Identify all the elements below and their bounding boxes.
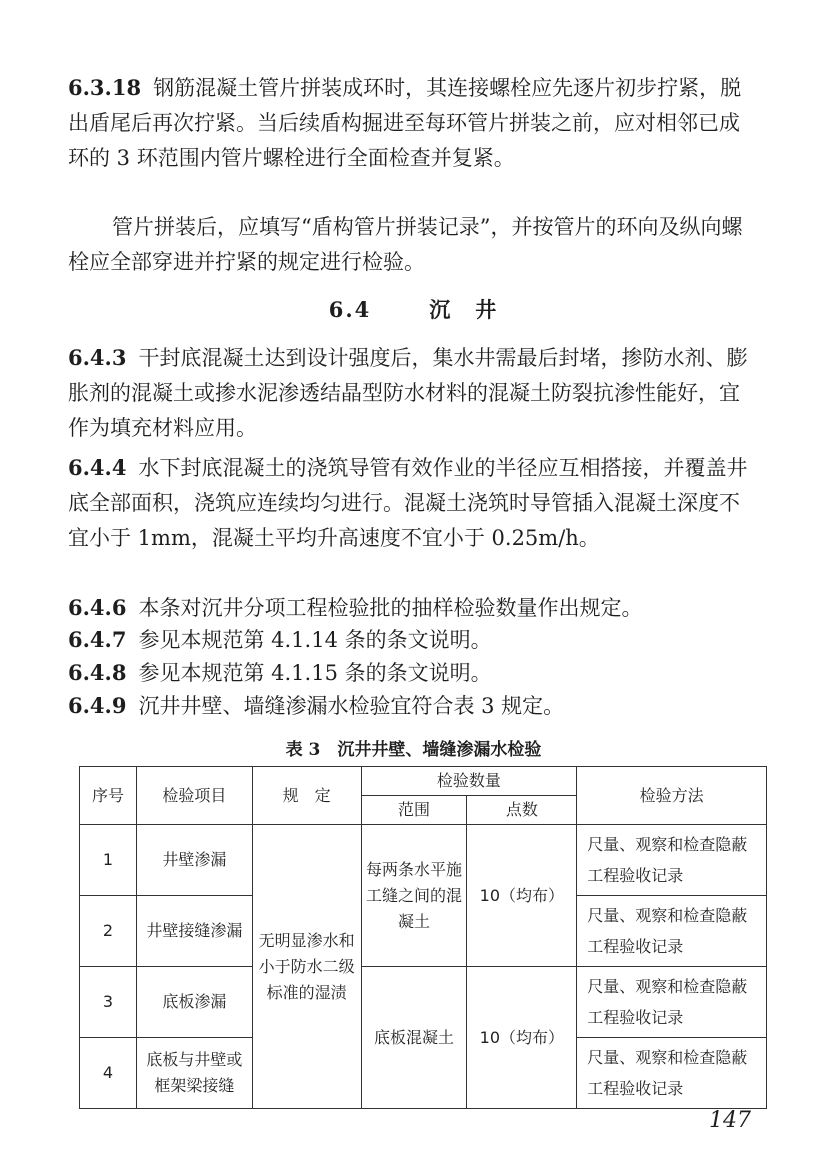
- clause-6-3-18-continuation: 管片拼装后，应填写“盾构管片拼装记录”，并按管片的环向及纵向螺栓应全部穿进并拧紧的规定进行检验。: [68, 215, 743, 274]
- section-number: 6.4: [328, 297, 372, 322]
- clause-6-4-6: [68, 590, 760, 626]
- clause-6-4-3: [68, 340, 760, 446]
- header-points: 点数: [467, 796, 577, 825]
- header-seq: 序号: [80, 767, 137, 825]
- header-item: 检验项目: [136, 767, 252, 825]
- table-header-row: [80, 767, 767, 796]
- clause-text: 沉井井壁、墙缝渗漏水检验宜符合表 3 规定。: [138, 694, 565, 718]
- cell-seq: 1: [80, 825, 137, 896]
- clause-text: 参见本规范第 4.1.15 条的条文说明。: [138, 661, 492, 685]
- table-row: [80, 825, 767, 896]
- cell-item: 底板与井壁或框架梁接缝: [136, 1038, 252, 1109]
- table-row: [80, 967, 767, 1038]
- clause-number: 6.4.3: [68, 345, 127, 370]
- clause-text: 本条对沉井分项工程检验批的抽样检验数量作出规定。: [138, 596, 643, 620]
- clause-6-4-7: [68, 622, 760, 658]
- clause-6-4-9: [68, 688, 760, 724]
- clause-number: 6.3.18: [68, 75, 142, 100]
- clause-number: 6.4.8: [68, 660, 127, 685]
- clause-number: 6.4.4: [68, 455, 127, 480]
- cell-scope: 底板混凝土: [361, 967, 467, 1109]
- cell-method: 尺量、观察和检查隐蔽工程验收记录: [577, 896, 767, 967]
- inspection-table: [79, 766, 767, 1109]
- clause-text: 钢筋混凝土管片拼装成环时，其连接螺栓应先逐片初步拧紧，脱出盾尾后再次拧紧。当后续盾构掘进至每环管片拼装之前，应对相邻已成环的 3 环范围内管片螺栓进行全面检查并复紧。: [68, 76, 742, 170]
- cell-item: 井壁接缝渗漏: [136, 896, 252, 967]
- clause-6-4-4: [68, 450, 760, 556]
- header-scope: 范围: [361, 796, 467, 825]
- cell-seq: 2: [80, 896, 137, 967]
- section-heading: [0, 294, 827, 324]
- clause-6-3-18: [68, 70, 760, 176]
- cell-rule: 无明显渗水和小于防水二级标准的湿渍: [252, 825, 361, 1109]
- header-quantity: 检验数量: [361, 767, 577, 796]
- clause-number: 6.4.7: [68, 627, 127, 652]
- clause-text: 水下封底混凝土的浇筑导管有效作业的半径应互相搭接，并覆盖井底全部面积，浇筑应连续均匀进行。混凝土浇筑时导管插入混凝土深度不宜小于 1mm，混凝土平均升高速度不宜小于 0.25m/h。: [68, 456, 748, 550]
- clause-number: 6.4.6: [68, 595, 127, 620]
- page-number: 147: [709, 1108, 751, 1133]
- cell-item: 井壁渗漏: [136, 825, 252, 896]
- clause-text: 干封底混凝土达到设计强度后，集水井需最后封堵，掺防水剂、膨胀剂的混凝土或掺水泥渗透结晶型防水材料的混凝土防裂抗渗性能好，宜作为填充材料应用。: [68, 346, 748, 440]
- cell-seq: 3: [80, 967, 137, 1038]
- clause-number: 6.4.9: [68, 693, 127, 718]
- header-method: 检验方法: [577, 767, 767, 825]
- header-rule: 规 定: [252, 767, 361, 825]
- clause-6-4-8: [68, 655, 760, 691]
- cell-points: 10（均布）: [467, 825, 577, 967]
- cell-method: 尺量、观察和检查隐蔽工程验收记录: [577, 1038, 767, 1109]
- cell-scope: 每两条水平施工缝之间的混凝土: [361, 825, 467, 967]
- section-title-text: 沉 井: [429, 297, 499, 322]
- clause-text: 参见本规范第 4.1.14 条的条文说明。: [138, 628, 492, 652]
- cell-method: 尺量、观察和检查隐蔽工程验收记录: [577, 825, 767, 896]
- cell-points: 10（均布）: [467, 967, 577, 1109]
- cell-seq: 4: [80, 1038, 137, 1109]
- cell-item: 底板渗漏: [136, 967, 252, 1038]
- cell-method: 尺量、观察和检查隐蔽工程验收记录: [577, 967, 767, 1038]
- table-caption: 表 3 沉井井壁、墙缝渗漏水检验: [285, 740, 542, 760]
